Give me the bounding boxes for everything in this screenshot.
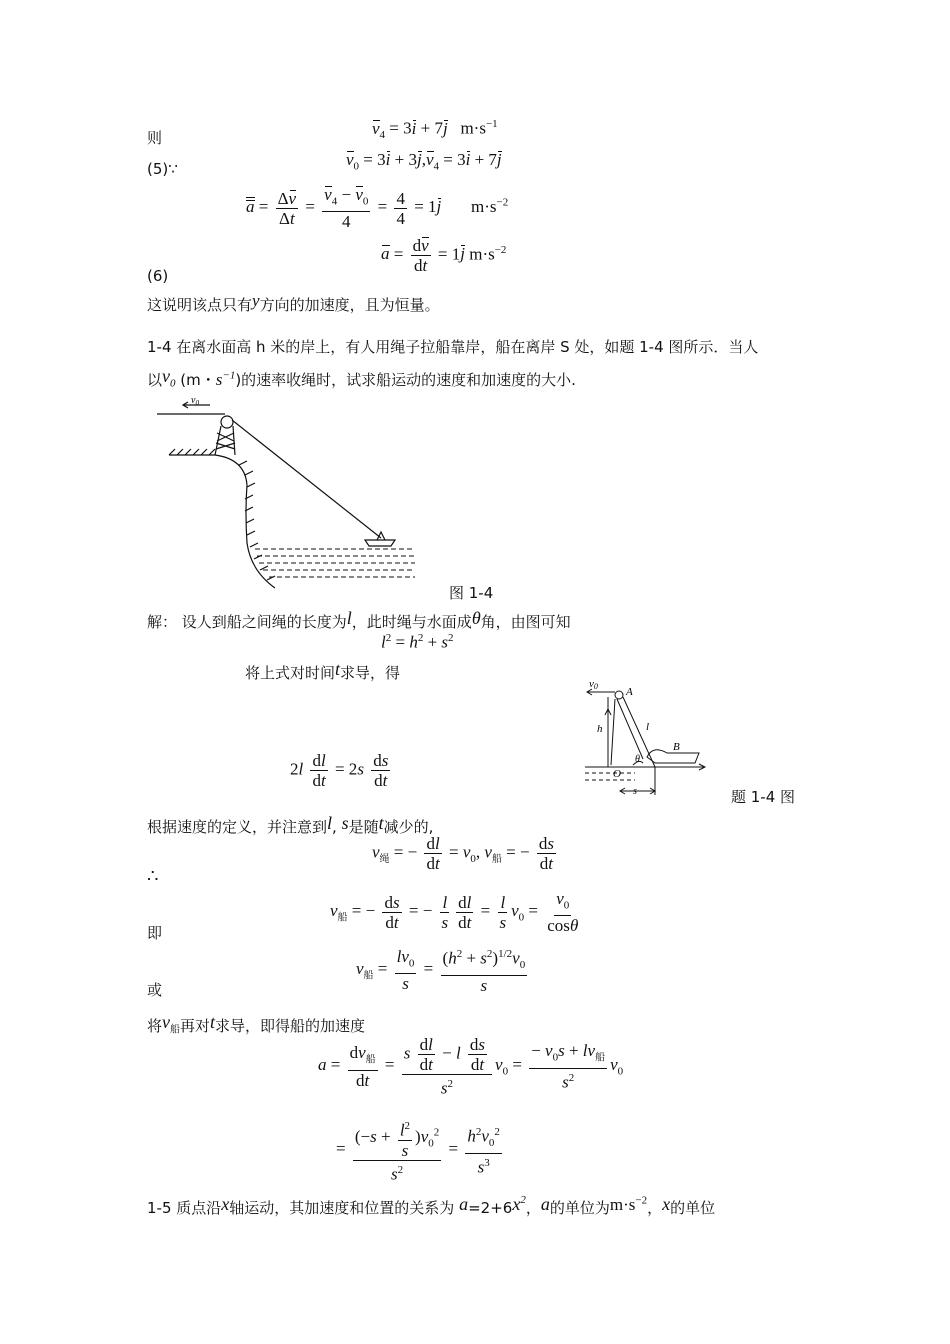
solution-intro: 解： 设人到船之间绳的长度为l，此时绳与水面成θ角，由图可知 <box>147 608 571 631</box>
svg-text:s: s <box>633 786 637 797</box>
eq-instant-acceleration: a = $\frac{dv}{dt}$ = 1j $m\cdot s^{-2}$ <box>381 236 507 275</box>
label-ze: 则 <box>147 129 163 147</box>
figure-1-4 <box>155 393 420 593</box>
svg-text:h: h <box>597 723 603 735</box>
eq-ship-velocity-alt: $v_船$ = $\frac{lv_0}{s}$ = $\frac{(h^2 + s^2)^{1/2}v_0}{s}$ <box>356 946 526 996</box>
eq-v4: $v_4 = 3i + 7j$ $m\cdot s^{-1}$ <box>372 118 498 142</box>
eq-average-acceleration: a = $\frac{\Delta v}{\Delta t}$ = $\frac{v_4 - v_0}{4}$ = $\frac{4}{4}$ = 1j $m\cdot s^{-2}$ <box>246 185 509 232</box>
figure-1-4-diagram <box>575 675 725 800</box>
acceleration-intro: 将$v_船$再对t求导，即得船的加速度 <box>147 1012 366 1036</box>
svg-text:A: A <box>626 686 633 698</box>
figure-1-4-caption: 图 1-4 <box>449 584 494 602</box>
eq-ship-velocity: $v_船$ = − $\frac{ds}{dt}$ = − $\frac{l}{s}$ $\frac{dl}{dt}$ = $\frac{l}{s}$ $v_0$ = $\frac{v_0}{\cos\theta}$ <box>330 889 579 936</box>
label-huo: 或 <box>147 981 163 999</box>
eq-derivative: 2l $\frac{dl}{dt}$ = 2s $\frac{ds}{dt}$ <box>290 751 389 790</box>
label-because-5: (5)∵ <box>147 160 178 178</box>
problem-1-4-line2: 以$v_0$ (m・$s^{-1}$)的速率收绳时，试求船运动的速度和加速度的大小. <box>147 366 576 390</box>
label-6: (6) <box>147 267 169 285</box>
figure-diagram-caption: 题 1-4 图 <box>731 788 796 806</box>
fig1-v0-label: $v_0$ <box>191 395 199 407</box>
label-ji: 即 <box>147 924 163 942</box>
eq-v0-v4: $v_0 = 3i + 3j,v_4 = 3i + 7j$ <box>346 150 502 173</box>
eq-ship-acceleration-result: = (−s + $\frac{l^2}{s}$ )$v_0^2$ $s^2$ = $\frac{h^2v_0^2}{s^3}$ <box>336 1117 505 1183</box>
svg-text:θ: θ <box>635 754 640 765</box>
derivative-intro: 将上式对时间t求导，得 <box>245 659 401 682</box>
eq-ship-acceleration: a = $\frac{dv_船}{dt}$ = s $\frac{dl}{dt}$ − l $\frac{ds}{dt}$ $s^2$ $v_0$ = $\frac{- v_0s + lv_船}{s^2}$ $v_0$ <box>318 1035 624 1098</box>
svg-text:l: l <box>646 721 650 733</box>
svg-text:v0: v0 <box>589 678 598 691</box>
eq-rope-ship-velocity: $v_绳$ = − $\frac{dl}{dt}$ = $v_0$, $v_船$ = − $\frac{ds}{dt}$ <box>372 834 554 873</box>
eq-pythagoras: $l^2 = h^2 + s^2$ <box>381 632 454 652</box>
conclusion-text: 这说明该点只有y方向的加速度，且为恒量。 <box>147 291 440 314</box>
velocity-definition: 根据速度的定义，并注意到l, s是随t减少的, <box>147 813 434 836</box>
svg-text:B: B <box>673 741 680 753</box>
svg-text:O: O <box>613 768 621 780</box>
problem-1-4-line1: 1-4 在离水面高 h 米的岸上，有人用绳子拉船靠岸，船在离岸 S 处，如题 1-4 图所示．当人 <box>147 338 759 356</box>
problem-1-5-line1: 1-5 质点沿x轴运动，其加速度和位置的关系为 $a=2+6x^2$，a的单位为$m\cdot s^{-2}$，x的单位 <box>147 1194 716 1217</box>
therefore-symbol: ∴ <box>147 866 159 887</box>
